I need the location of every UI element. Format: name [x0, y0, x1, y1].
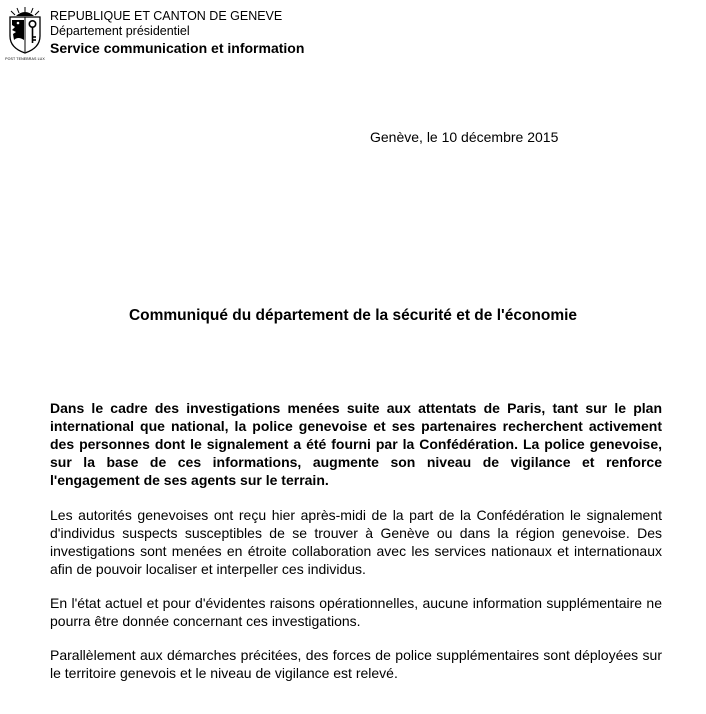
document-body — [50, 399, 662, 698]
service-name: Service communication et information — [50, 40, 305, 56]
body-paragraph: En l'état actuel et pour d'évidentes raisons opérationnelles, aucune information supplémentaire ne pourra être donnée concernant ces investigations. — [50, 595, 662, 629]
letterhead — [50, 9, 450, 57]
document-title: Communiqué du département de la sécurité et de l'économie — [128, 307, 578, 324]
lead-paragraph: Dans le cadre des investigations menées suite aux attentats de Paris, tant sur le plan international que national, la police genevoise et ses partenaires recherchent activement des personnes dont le signalement a été fourni par la Confédération. La police genevoise, sur la base de ces informations, augmente son niveau de vigilance et renforce l'engagement de ses agents sur le terrain. — [50, 400, 662, 488]
department-name: Département présidentiel — [50, 24, 190, 38]
republic-name: REPUBLIQUE ET CANTON DE GENEVE — [50, 9, 283, 23]
body-paragraph: Parallèlement aux démarches précitées, des forces de police supplémentaires sont déployées sur le territoire genevois et le niveau de vigilance est relevé. — [50, 647, 662, 681]
body-paragraph: Les autorités genevoises ont reçu hier après-midi de la part de la Confédération le signalement d'individus suspects susceptibles de se trouver à Genève ou dans la région genevoise. Des investigations sont menées en étroite collaboration avec les services nationaux et internationaux afin de pouvoir localiser et interpeller ces individus. — [50, 507, 662, 577]
geneva-coat-of-arms-logo — [4, 6, 46, 60]
logo-motto: POST TENEBRAS LUX — [5, 57, 45, 61]
document-date: Genève, le 10 décembre 2015 — [370, 129, 559, 145]
